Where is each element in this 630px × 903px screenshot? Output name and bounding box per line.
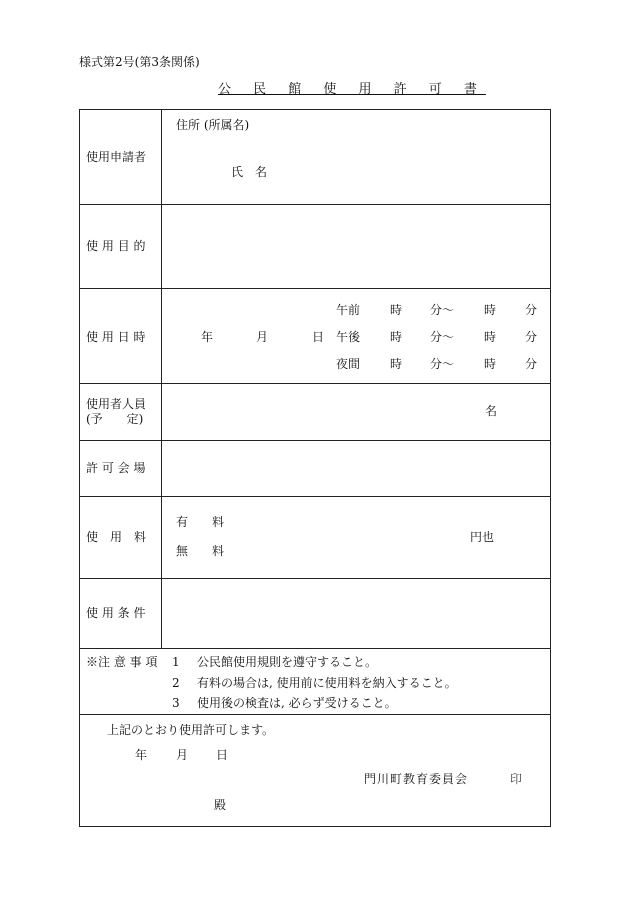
fee-paid-option: 有 料	[176, 515, 225, 529]
note-text: 公民館使用規則を遵守すること。	[197, 655, 378, 669]
month-label: 月	[256, 330, 269, 344]
form-table	[79, 109, 551, 827]
year-label: 年	[201, 330, 214, 344]
row-divider	[79, 496, 551, 497]
fee-free-option: 無 料	[176, 544, 225, 558]
note-text: 使用後の検査は, 必らず受けること。	[197, 696, 397, 710]
form-number: 様式第2号(第3条関係)	[79, 55, 200, 69]
attendees-unit: 名	[485, 404, 498, 418]
column-divider	[161, 109, 162, 648]
purpose-label: 使 用 目 的	[86, 239, 146, 253]
attendees-label-note: (予 定)	[86, 412, 144, 426]
slot-am-hour: 時	[390, 303, 403, 317]
issuer-name: 門川町教育委員会	[364, 772, 469, 786]
footer-month-label: 月	[176, 748, 189, 762]
row-divider	[79, 204, 551, 205]
footer-year-label: 年	[135, 748, 148, 762]
notes-heading: ※注 意 事 項	[86, 655, 158, 669]
row-divider	[79, 714, 551, 715]
row-divider	[79, 440, 551, 441]
slot-night-minute-end: 分	[525, 357, 538, 371]
slot-night-period: 夜間	[336, 357, 361, 371]
name-field-label: 氏 名	[231, 165, 268, 179]
attendees-label: 使用者人員	[86, 397, 147, 411]
slot-pm-hour-end: 時	[484, 330, 497, 344]
address-field-label: 住所 (所属名)	[176, 118, 250, 132]
applicant-label: 使用申請者	[86, 150, 147, 164]
datetime-label: 使 用 日 時	[86, 330, 146, 344]
slot-am-minute-end: 分	[525, 303, 538, 317]
slot-pm-minute: 分〜	[430, 330, 455, 344]
slot-pm-hour: 時	[390, 330, 403, 344]
conditions-label: 使 用 条 件	[86, 606, 146, 620]
slot-am-minute: 分〜	[430, 303, 455, 317]
document-title: 公 民 館 使 用 許 可 書	[218, 82, 486, 97]
venue-label: 許 可 会 場	[86, 461, 146, 475]
addressee-suffix: 殿	[214, 798, 227, 812]
slot-pm-minute-end: 分	[525, 330, 538, 344]
slot-night-hour-end: 時	[484, 357, 497, 371]
fee-label: 使 用 料	[86, 530, 147, 544]
slot-am-period: 午前	[336, 303, 361, 317]
note-number: 3	[172, 696, 180, 710]
row-divider	[79, 383, 551, 384]
row-divider	[79, 288, 551, 289]
note-text: 有料の場合は, 使用前に使用料を納入すること。	[197, 676, 457, 690]
slot-pm-period: 午後	[336, 330, 361, 344]
note-number: 1	[172, 655, 180, 669]
fee-unit: 円也	[470, 530, 495, 544]
approval-statement: 上記のとおり使用許可します。	[107, 723, 275, 737]
row-divider	[79, 578, 551, 579]
slot-night-hour: 時	[390, 357, 403, 371]
slot-night-minute: 分〜	[430, 357, 455, 371]
row-divider	[79, 648, 551, 649]
day-label: 日	[312, 330, 325, 344]
slot-am-hour-end: 時	[484, 303, 497, 317]
footer-day-label: 日	[216, 748, 229, 762]
note-number: 2	[172, 676, 180, 690]
seal-mark: 印	[510, 772, 523, 786]
